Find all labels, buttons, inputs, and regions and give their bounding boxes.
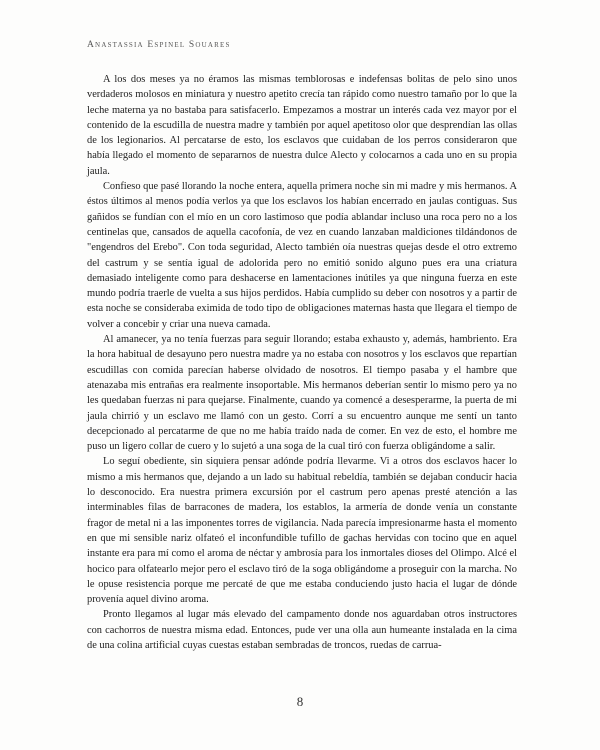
paragraph: A los dos meses ya no éramos las mismas temblorosas e indefensas bolitas de pelo sino unos verdaderos molosos en miniatura y nuestro apetito crecía tan rápido como nuestro tamaño por lo que la leche materna ya no bastaba para satisfacerlo. Empezamos a mostrar un interés cada vez mayor por el contenido de la escudilla de nuestra madre y también por aquel apetitoso olor que desprendían las ollas de los legionarios. Al percatarse de esto, los esclavos que cuidaban de los perros consideraron que había llegado el momento de separarnos de nuestra dulce Alecto y colocarnos a cada uno en su propia jaula. xyxy=(87,74,517,177)
paragraph: Al amanecer, ya no tenía fuerzas para seguir llorando; estaba exhausto y, además, hambriento. Era la hora habitual de desayuno pero nuestra madre ya no estaba con nosotros y los esclavos que repartían escudillas con comida parecían haberse olvidado de nosotros. El tiempo pasaba y el hambre que atenazaba mis entrañas era realmente insoportable. Mis hermanos deberían sentir lo mismo pero ya no les quedaban fuerzas ni para quejarse. Finalmente, cuando ya comencé a desesperarme, la puerta de mi jaula chirrió y un esclavo me llamó con un gesto. Corrí a su encuentro aunque me sentí un tanto decepcionado al percatarme de que no me había traído nada de comer. En vez de esto, el hombre me puso un ligero collar de cuero y lo sujetó a una soga de la cual tiró con fuerza obligándome a salir. xyxy=(87,334,517,453)
paragraph: Pronto llegamos al lugar más elevado del campamento donde nos aguardaban otros instructores con cachorros de nuestra misma edad. Entonces, pude ver una olla aun humeante instalada en la cima de una colina artificial cuyas cuestas estaban sembradas de troncos, ruedas de carrua- xyxy=(87,609,517,651)
body-text xyxy=(87,72,517,653)
page-number: 8 xyxy=(296,694,304,709)
paragraph: Lo seguí obediente, sin siquiera pensar adónde podría llevarme. Vi a otros dos esclavos hacer lo mismo a mis hermanos que, dejando a un lado su habitual rebeldía, también se dejaban conducir hacia lo desconocido. Era nuestra primera excursión por el castrum pero apenas presté atención a las interminables filas de barracones de madera, los establos, la armería de donde venía un constante fragor de metal ni a las imponentes torres de vigilancia. Nada parecía impresionarme hasta el momento en que mi sensible nariz olfateó el inconfundible tufillo de gachas hervidas con tocino que en aquel instante era para mí como el aroma de néctar y ambrosía para los inmortales dioses del Olimpo. Alcé el hocico para olfatearlo mejor pero el esclavo tiró de la soga obligándome a proseguir con la marcha. No le opuse resistencia porque me percaté de que me estaba conduciendo justo hacia el lugar de dónde provenía aquel divino aroma. xyxy=(87,456,517,606)
paragraph: Confieso que pasé llorando la noche entera, aquella primera noche sin mi madre y mis hermanos. A éstos últimos al menos podía verlos ya que los esclavos los habían encerrado en jaulas contiguas. Sus gañidos se fundían con el mío en un coro lastimoso que podía ablandar incluso una roca pero no a los centinelas que, cansados de aquella cacofonía, de vez en cuando lanzaban maldiciones tildándonos de "engendros del Erebo". Con toda seguridad, Alecto también oía nuestras quejas desde el otro extremo del castrum y se sentía igual de adolorida pero no emitió sonido alguno pues era una criatura demasiado inteligente como para deshacerse en lamentaciones inútiles ya que ninguna fuerza en este mundo podría traerle de vuelta a sus hijos perdidos. Había cumplido su deber con nosotros y a partir de esta noche se consideraba eximida de todo tipo de obligaciones maternas hasta que llegara el tiempo de volver a concebir y criar una nueva camada. xyxy=(87,181,517,330)
running-head-author: Anastassia Espinel Souares xyxy=(87,40,231,50)
